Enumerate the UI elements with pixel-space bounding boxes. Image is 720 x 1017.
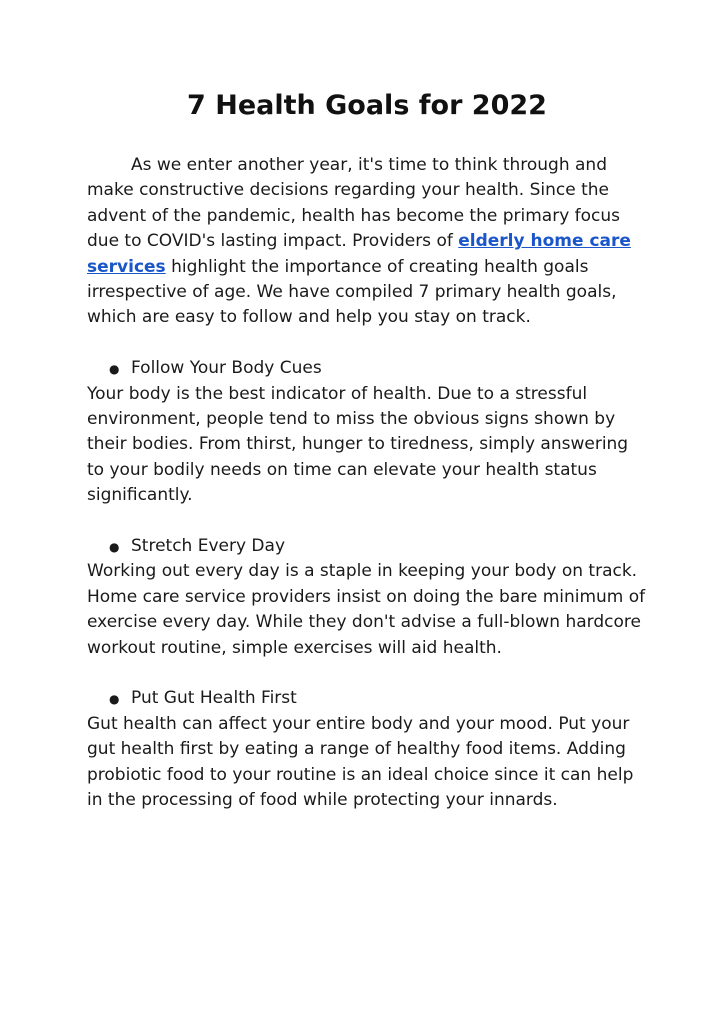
section-gut-health bbox=[87, 686, 647, 813]
page-title: 7 Health Goals for 2022 bbox=[187, 90, 547, 121]
elderly-home-care-link[interactable]: elderly home care services bbox=[87, 231, 631, 277]
bullet-icon: ● bbox=[109, 362, 120, 377]
section-heading: Put Gut Health First bbox=[131, 688, 297, 709]
section-text: Working out every day is a staple in keeping your body on track. Home care service providers insist on doing the bare minimum of exercise every day. While they don't advise a full-blown hardcore workout routine, simple exercises will aid health. bbox=[87, 561, 646, 658]
document-page bbox=[87, 0, 647, 813]
section-stretch-every-day bbox=[87, 534, 647, 661]
section-follow-body-cues bbox=[87, 356, 647, 508]
section-text: Gut health can affect your entire body and your mood. Put your gut health first by eating a range of healthy food items. Adding probiotic food to your routine is an ideal choice since it can help in the processing of food while protecting your innards. bbox=[87, 713, 634, 811]
intro-paragraph bbox=[87, 153, 647, 331]
bullet-item bbox=[87, 356, 647, 381]
bullet-item bbox=[87, 534, 647, 559]
intro-text-before-link: As we enter another year, it's time to think through and make constructive decisions regarding your health. Since the advent of the pandemic, health has become the primary focus due to COVID's lasting impact. Providers of bbox=[87, 155, 621, 252]
section-heading: Follow Your Body Cues bbox=[131, 358, 322, 379]
bullet-icon: ● bbox=[109, 540, 120, 555]
bullet-icon: ● bbox=[109, 692, 120, 707]
section-heading: Stretch Every Day bbox=[131, 536, 286, 557]
section-text: Your body is the best indicator of health. Due to a stressful environment, people tend to miss the obvious signs shown by their bodies. From thirst, hunger to tiredness, simply answering to your bodily needs on time can elevate your health status significantly. bbox=[87, 383, 629, 506]
bullet-item bbox=[87, 686, 647, 711]
intro-text-after-link: highlight the importance of creating health goals irrespective of age. We have compiled 7 primary health goals, which are easy to follow and help you stay on track. bbox=[87, 256, 617, 328]
